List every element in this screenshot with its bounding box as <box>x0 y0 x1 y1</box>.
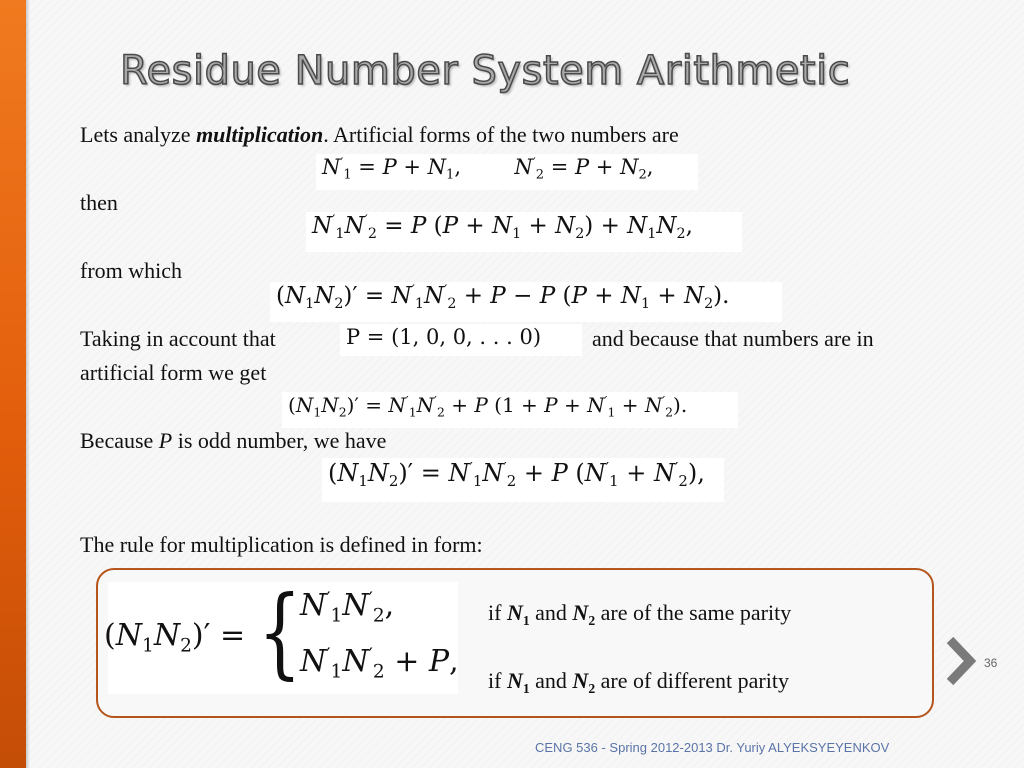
equation-product: $N'_1N'_2 = P$ $(P + N_1 + N_2) + N_1N_2$, <box>306 212 742 252</box>
condition-different-parity <box>488 668 789 697</box>
because-text-pre: Because <box>80 428 159 453</box>
cond2-tail: are of different parity <box>595 668 789 693</box>
taking-account-tail: and because that numbers are in <box>592 326 874 351</box>
intro-text-post: . Artificial forms of the two numbers are <box>323 122 679 147</box>
p-definition-text: P = (1, 0, 0, . . . 0) <box>346 325 542 349</box>
equation-from-which: $(N_1N_2)' = N'_1N'_2 + P - P$ $(P + N_1 + N_2)$. <box>270 282 782 322</box>
cond2-and: and <box>529 668 573 693</box>
slide-title: Residue Number System Arithmetic <box>120 48 851 94</box>
intro-text <box>80 122 679 148</box>
cond1-n2: N <box>572 600 589 625</box>
because-text-p: P <box>158 428 173 453</box>
equation-p-definition <box>340 324 582 356</box>
rule-intro-text: The rule for multiplication is defined in form: <box>80 532 483 557</box>
artificial-form-text: artificial form we get <box>80 360 267 385</box>
cond2-n2-sub: 2 <box>588 680 596 696</box>
cond1-if: if <box>488 600 507 625</box>
accent-sidebar <box>0 0 26 768</box>
page-number: 36 <box>984 656 998 670</box>
rule-case-same-parity: $N'_1N'_2$, <box>300 588 395 627</box>
cond2-n1: N <box>506 668 523 693</box>
from-which-text: from which <box>80 258 183 283</box>
rule-lhs: $(N_1N_2)'$ = <box>104 618 246 657</box>
cond1-n1-sub: 1 <box>522 612 530 628</box>
equation-artificial-forms: $N'_1 = P + N_1$, $N'_2 = P + N_2$, <box>316 154 698 190</box>
intro-text-bold: multiplication <box>196 122 324 147</box>
cond1-n1: N <box>506 600 523 625</box>
condition-same-parity <box>488 600 791 629</box>
cond2-if: if <box>488 668 507 693</box>
taking-account-text: Taking in account that <box>80 326 276 351</box>
cond2-n2: N <box>572 668 589 693</box>
cond1-n2-sub: 2 <box>588 612 596 628</box>
rule-case-different-parity: $N'_1N'_2 + P$, <box>300 644 459 683</box>
because-text <box>80 428 386 454</box>
cond1-tail: are of the same parity <box>595 600 792 625</box>
equation-odd-p: $(N_1N_2)' = N'_1N'_2 + P$ $(N'_1 + N'_2)$, <box>322 458 724 502</box>
equation-artificial-product: $(N_1N_2)' = N'_1N'_2 + P$ $(1 + P + N'_1 + N'_2)$. <box>282 392 738 428</box>
slide-footer: CENG 536 - Spring 2012-2013 Dr. Yuriy ALYEKSYEYENKOV <box>535 740 890 755</box>
cond1-and: and <box>529 600 573 625</box>
intro-text-pre: Lets analyze <box>80 122 197 147</box>
cond2-n1-sub: 1 <box>522 680 530 696</box>
because-text-post: is odd number, we have <box>172 428 387 453</box>
then-text: then <box>80 190 118 215</box>
rule-brace: { <box>258 576 302 690</box>
chevron-right-icon[interactable] <box>944 636 976 686</box>
